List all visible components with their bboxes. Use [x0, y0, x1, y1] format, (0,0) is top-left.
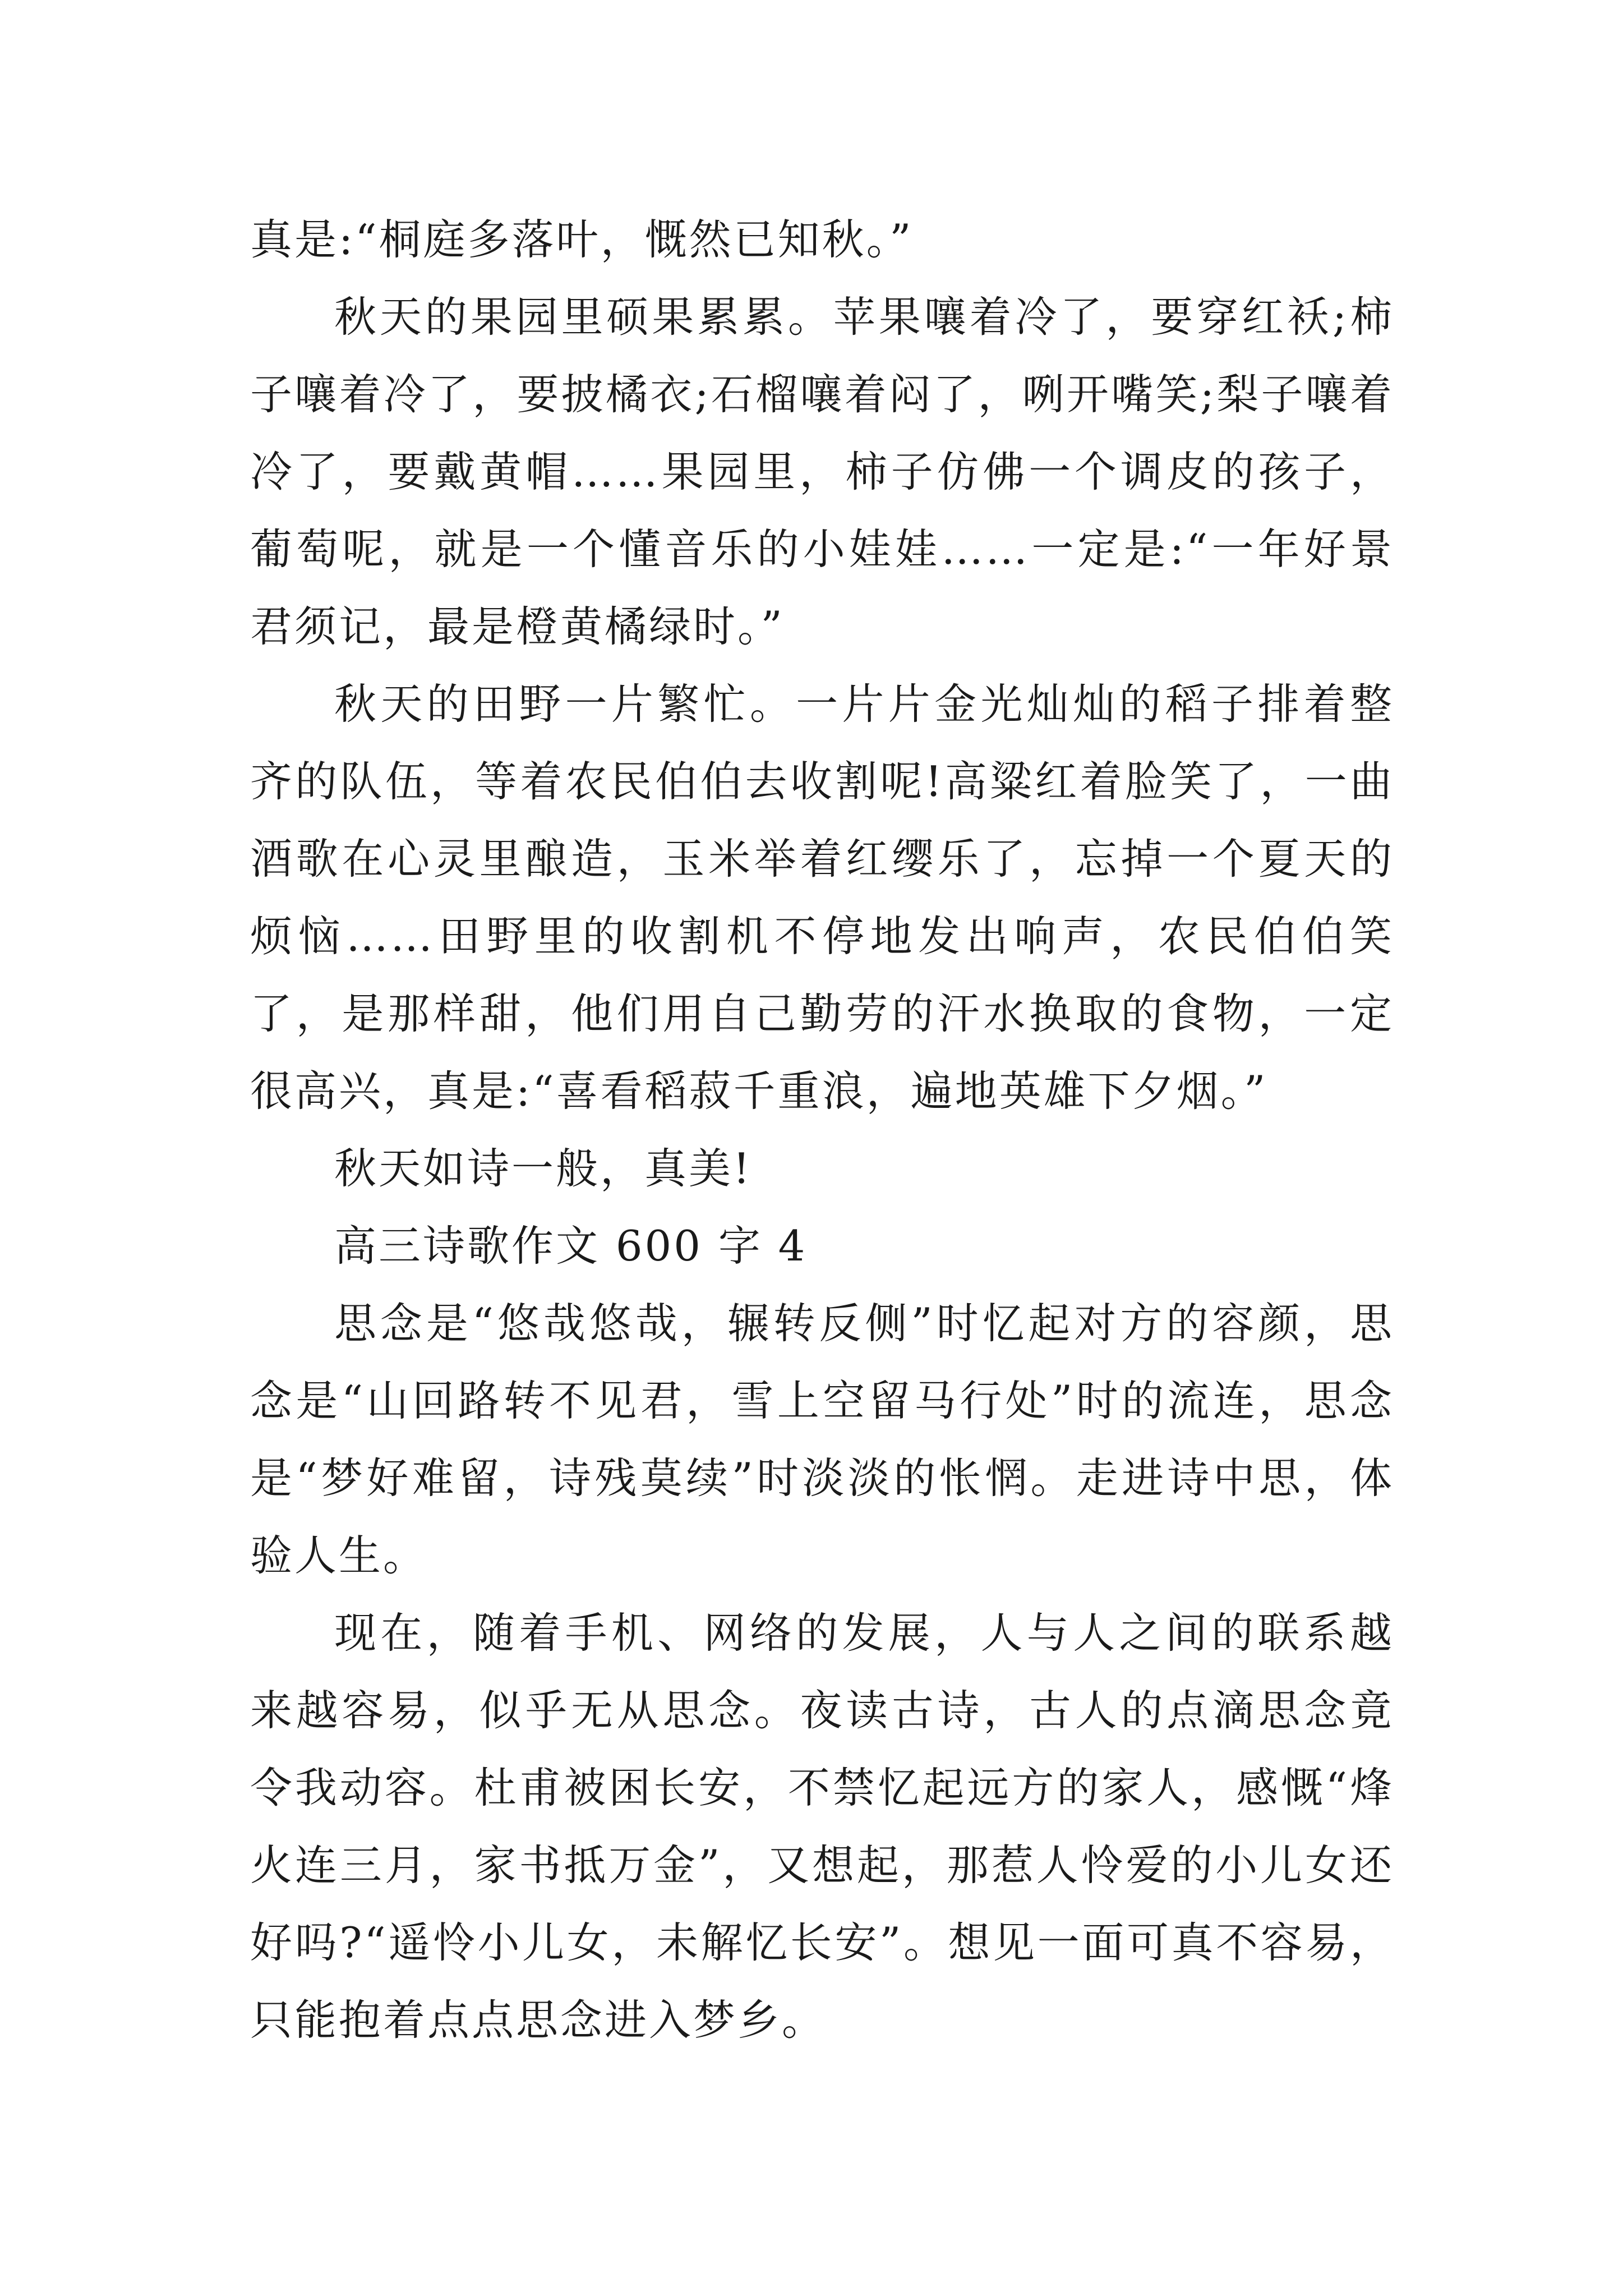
paragraph-closing-quote: 真是:“桐庭多落叶，慨然已知秋。”: [250, 215, 914, 264]
essay-heading: 高三诗歌作文 600 字 4: [334, 1221, 808, 1271]
paragraph-autumn-poem: 秋天如诗一般，真美!: [334, 1144, 753, 1193]
paragraph-orchard: 秋天的果园里硕果累累。苹果嚷着冷了，要穿红袄;柿子嚷着冷了，要披橘衣;石榴嚷着闷了，咧开嘴笑;梨子嚷着冷了，要戴黄帽……果园里，柿子仿佛一个调皮的孩子，葡萄呢，就是一个懂音乐的小娃娃……一定是:“一年好景君须记，最是橙黄橘绿时。”: [250, 292, 1394, 651]
paragraph-fields: 秋天的田野一片繁忙。一片片金光灿灿的稻子排着整齐的队伍，等着农民伯伯去收割呢!高粱红着脸笑了，一曲酒歌在心灵里酿造，玉米举着红缨乐了，忘掉一个夏天的烦恼……田野里的收割机不停地发出响声，农民伯伯笑了，是那样甜，他们用自己勤劳的汗水换取的食物，一定很高兴，真是:“喜看稻菽千重浪，遍地英雄下夕烟。”: [250, 679, 1394, 1116]
paragraph-modern-times: 现在，随着手机、网络的发展，人与人之间的联系越来越容易，似乎无从思念。夜读古诗，古人的点滴思念竟令我动容。杜甫被困长安，不禁忆起远方的家人，感慨“烽火连三月，家书抵万金”，又想起，那惹人怜爱的小儿女还好吗?“遥怜小儿女，未解忆长安”。想见一面可真不容易，只能抱着点点思念进入梦乡。: [250, 1608, 1394, 2045]
paragraph-longing: 思念是“悠哉悠哉，辗转反侧”时忆起对方的容颜，思念是“山回路转不见君，雪上空留马行处”时的流连，思念是“梦好难留，诗残莫续”时淡淡的怅惘。走进诗中思，体验人生。: [250, 1299, 1394, 1580]
document-body: [250, 201, 1394, 2059]
